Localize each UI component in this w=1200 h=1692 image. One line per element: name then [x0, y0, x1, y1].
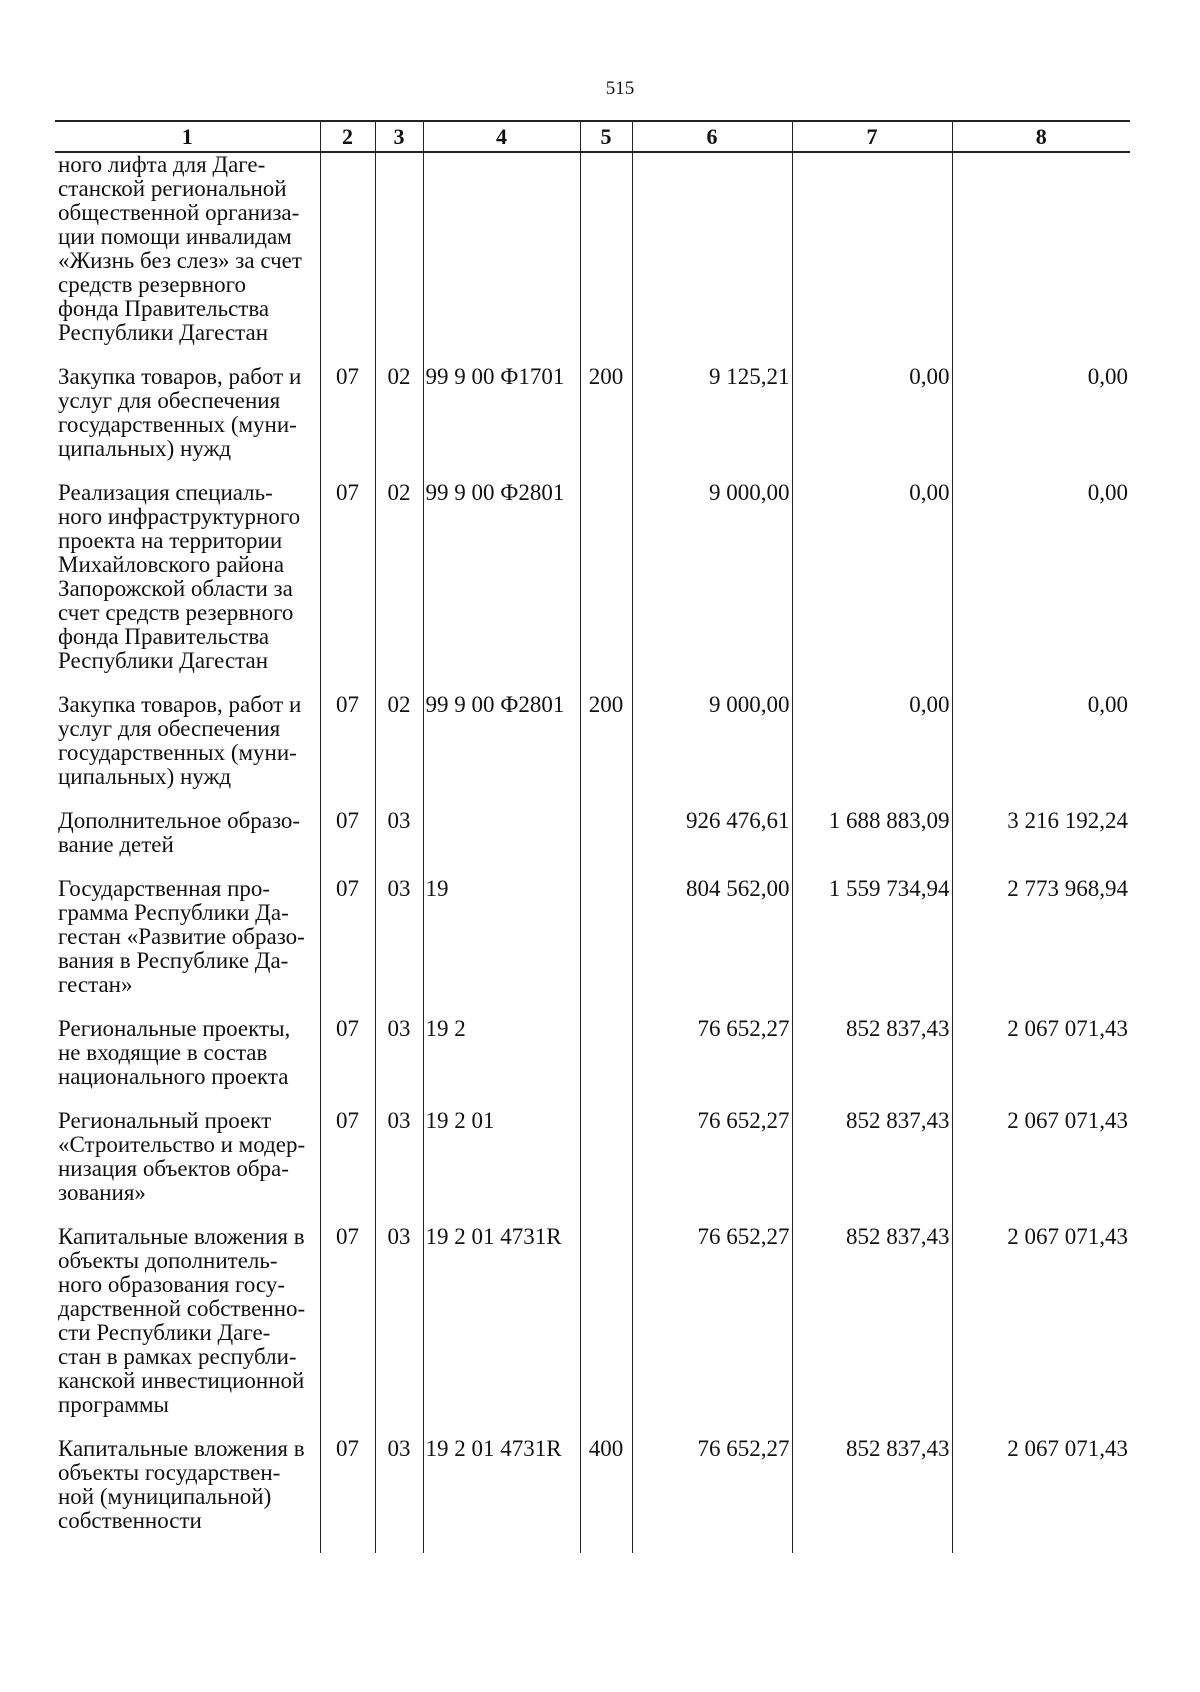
row-expense-type — [580, 809, 632, 857]
row-amount-year-2: 0,00 — [792, 481, 952, 673]
row-name: Реализация специаль- ного инфраструктурного проекта на территории Михайловского района Запорожской области за счет средств резервного фонда Правительства Республики Дагестан — [55, 481, 320, 673]
spacer-cell — [423, 461, 580, 481]
row-name: Региональный проект «Строительство и модер- низация объектов обра- зования» — [55, 1109, 320, 1205]
spacer-cell — [792, 1533, 952, 1553]
row-amount-year-3 — [952, 152, 1130, 345]
table-row — [55, 809, 1130, 857]
table-row — [55, 877, 1130, 997]
row-amount-year-2: 852 837,43 — [792, 1017, 952, 1089]
spacer-cell — [55, 997, 320, 1017]
row-amount-year-2: 1 559 734,94 — [792, 877, 952, 997]
row-expense-type: 400 — [580, 1437, 632, 1533]
row-name: Капитальные вложения в объекты государствен- ной (муниципальной) собственности — [55, 1437, 320, 1533]
row-amount-year-2: 852 837,43 — [792, 1437, 952, 1533]
spacer-cell — [632, 997, 792, 1017]
row-spacer — [55, 1089, 1130, 1109]
spacer-cell — [55, 789, 320, 809]
table-body — [55, 152, 1130, 1553]
table-row — [55, 1017, 1130, 1089]
spacer-cell — [952, 789, 1130, 809]
spacer-cell — [375, 857, 423, 877]
row-section-code: 07 — [320, 1109, 375, 1205]
header-col-8: 8 — [952, 121, 1130, 152]
header-col-4: 4 — [423, 121, 580, 152]
row-name: Государственная про- грамма Республики Да- гестан «Развитие образо- вания в Республике Да- гестан» — [55, 877, 320, 997]
spacer-cell — [375, 1089, 423, 1109]
spacer-cell — [952, 345, 1130, 365]
row-amount-year-3: 0,00 — [952, 693, 1130, 789]
header-col-2: 2 — [320, 121, 375, 152]
spacer-cell — [55, 1089, 320, 1109]
row-subsection-code: 03 — [375, 809, 423, 857]
spacer-cell — [320, 1205, 375, 1225]
row-section-code: 07 — [320, 693, 375, 789]
spacer-cell — [55, 857, 320, 877]
row-subsection-code: 02 — [375, 693, 423, 789]
row-name: Закупка товаров, работ и услуг для обеспечения государственных (муни- ципальных) нужд — [55, 693, 320, 789]
spacer-cell — [320, 1533, 375, 1553]
spacer-cell — [952, 997, 1130, 1017]
spacer-cell — [792, 673, 952, 693]
row-spacer — [55, 1417, 1130, 1437]
spacer-cell — [632, 1533, 792, 1553]
row-target-article: 19 2 — [423, 1017, 580, 1089]
spacer-cell — [792, 1417, 952, 1437]
row-subsection-code: 03 — [375, 1017, 423, 1089]
spacer-cell — [423, 789, 580, 809]
spacer-cell — [632, 461, 792, 481]
spacer-cell — [792, 461, 952, 481]
row-amount-year-1: 926 476,61 — [632, 809, 792, 857]
spacer-cell — [632, 857, 792, 877]
spacer-cell — [632, 1205, 792, 1225]
spacer-cell — [423, 345, 580, 365]
row-spacer — [55, 789, 1130, 809]
table-row — [55, 1109, 1130, 1205]
row-target-article: 19 2 01 4731R — [423, 1437, 580, 1533]
table-row — [55, 365, 1130, 461]
row-section-code: 07 — [320, 365, 375, 461]
row-section-code: 07 — [320, 877, 375, 997]
spacer-cell — [952, 1417, 1130, 1437]
row-amount-year-2: 852 837,43 — [792, 1109, 952, 1205]
spacer-cell — [375, 461, 423, 481]
row-amount-year-3: 2 773 968,94 — [952, 877, 1130, 997]
row-amount-year-1: 9 125,21 — [632, 365, 792, 461]
row-amount-year-2 — [792, 152, 952, 345]
row-amount-year-3: 0,00 — [952, 481, 1130, 673]
row-spacer — [55, 1533, 1130, 1553]
row-expense-type — [580, 1109, 632, 1205]
row-section-code: 07 — [320, 1225, 375, 1417]
row-target-article: 19 — [423, 877, 580, 997]
row-subsection-code: 03 — [375, 1109, 423, 1205]
spacer-cell — [632, 1417, 792, 1437]
row-spacer — [55, 857, 1130, 877]
spacer-cell — [55, 1205, 320, 1225]
row-amount-year-1: 76 652,27 — [632, 1017, 792, 1089]
header-col-6: 6 — [632, 121, 792, 152]
spacer-cell — [632, 1089, 792, 1109]
row-subsection-code: 03 — [375, 1437, 423, 1533]
spacer-cell — [632, 789, 792, 809]
row-name: Региональные проекты, не входящие в состав национального проекта — [55, 1017, 320, 1089]
row-amount-year-3: 2 067 071,43 — [952, 1017, 1130, 1089]
row-amount-year-1: 9 000,00 — [632, 693, 792, 789]
spacer-cell — [423, 1089, 580, 1109]
row-amount-year-1: 76 652,27 — [632, 1225, 792, 1417]
row-spacer — [55, 673, 1130, 693]
spacer-cell — [320, 997, 375, 1017]
row-spacer — [55, 345, 1130, 365]
spacer-cell — [423, 1417, 580, 1437]
spacer-cell — [375, 1417, 423, 1437]
row-subsection-code: 03 — [375, 1225, 423, 1417]
spacer-cell — [580, 789, 632, 809]
spacer-cell — [632, 673, 792, 693]
spacer-cell — [423, 673, 580, 693]
spacer-cell — [320, 857, 375, 877]
row-section-code: 07 — [320, 809, 375, 857]
budget-table-container — [55, 120, 1130, 1578]
spacer-cell — [320, 345, 375, 365]
budget-table — [55, 120, 1130, 1553]
spacer-cell — [792, 1089, 952, 1109]
spacer-cell — [792, 789, 952, 809]
row-target-article: 19 2 01 — [423, 1109, 580, 1205]
row-amount-year-3: 2 067 071,43 — [952, 1225, 1130, 1417]
table-row — [55, 1225, 1130, 1417]
spacer-cell — [792, 997, 952, 1017]
row-expense-type: 200 — [580, 693, 632, 789]
row-amount-year-1: 76 652,27 — [632, 1109, 792, 1205]
header-col-3: 3 — [375, 121, 423, 152]
spacer-cell — [792, 345, 952, 365]
spacer-cell — [952, 857, 1130, 877]
spacer-cell — [580, 345, 632, 365]
page-number: 515 — [605, 78, 635, 99]
row-target-article — [423, 152, 580, 345]
table-row — [55, 481, 1130, 673]
spacer-cell — [792, 1205, 952, 1225]
spacer-cell — [375, 789, 423, 809]
spacer-cell — [320, 673, 375, 693]
row-amount-year-2: 1 688 883,09 — [792, 809, 952, 857]
spacer-cell — [55, 461, 320, 481]
row-expense-type — [580, 877, 632, 997]
row-amount-year-2: 852 837,43 — [792, 1225, 952, 1417]
spacer-cell — [320, 1417, 375, 1437]
row-amount-year-3: 2 067 071,43 — [952, 1109, 1130, 1205]
row-name: Капитальные вложения в объекты дополнитель- ного образования госу- дарственной собственно- сти Республики Даге- стан в рамках республи- канской инвестиционной программы — [55, 1225, 320, 1417]
row-amount-year-1 — [632, 152, 792, 345]
spacer-cell — [423, 857, 580, 877]
spacer-cell — [952, 1533, 1130, 1553]
spacer-cell — [55, 1417, 320, 1437]
header-col-1: 1 — [55, 121, 320, 152]
spacer-cell — [792, 857, 952, 877]
row-section-code: 07 — [320, 481, 375, 673]
row-target-article: 99 9 00 Ф2801 — [423, 481, 580, 673]
row-subsection-code: 02 — [375, 365, 423, 461]
header-row — [55, 121, 1130, 152]
row-expense-type — [580, 481, 632, 673]
spacer-cell — [55, 673, 320, 693]
row-target-article: 99 9 00 Ф2801 — [423, 693, 580, 789]
spacer-cell — [55, 1533, 320, 1553]
spacer-cell — [375, 997, 423, 1017]
spacer-cell — [320, 461, 375, 481]
row-subsection-code — [375, 152, 423, 345]
spacer-cell — [580, 461, 632, 481]
table-row — [55, 152, 1130, 345]
spacer-cell — [580, 857, 632, 877]
spacer-cell — [952, 1089, 1130, 1109]
spacer-cell — [952, 461, 1130, 481]
row-spacer — [55, 1205, 1130, 1225]
table-row — [55, 693, 1130, 789]
row-amount-year-3: 3 216 192,24 — [952, 809, 1130, 857]
table-row — [55, 1437, 1130, 1533]
spacer-cell — [952, 673, 1130, 693]
spacer-cell — [580, 1089, 632, 1109]
spacer-cell — [375, 1533, 423, 1553]
row-target-article: 99 9 00 Ф1701 — [423, 365, 580, 461]
spacer-cell — [423, 1205, 580, 1225]
row-spacer — [55, 997, 1130, 1017]
row-subsection-code: 02 — [375, 481, 423, 673]
row-amount-year-3: 2 067 071,43 — [952, 1437, 1130, 1533]
spacer-cell — [375, 1205, 423, 1225]
row-section-code: 07 — [320, 1017, 375, 1089]
spacer-cell — [580, 997, 632, 1017]
spacer-cell — [423, 1533, 580, 1553]
row-section-code: 07 — [320, 1437, 375, 1533]
row-expense-type — [580, 152, 632, 345]
row-target-article — [423, 809, 580, 857]
spacer-cell — [320, 789, 375, 809]
row-section-code — [320, 152, 375, 345]
row-expense-type: 200 — [580, 365, 632, 461]
row-target-article: 19 2 01 4731R — [423, 1225, 580, 1417]
spacer-cell — [632, 345, 792, 365]
row-expense-type — [580, 1017, 632, 1089]
spacer-cell — [580, 1533, 632, 1553]
row-amount-year-3: 0,00 — [952, 365, 1130, 461]
row-name: Закупка товаров, работ и услуг для обеспечения государственных (муни- ципальных) нужд — [55, 365, 320, 461]
row-spacer — [55, 461, 1130, 481]
spacer-cell — [580, 673, 632, 693]
spacer-cell — [580, 1205, 632, 1225]
header-col-5: 5 — [580, 121, 632, 152]
spacer-cell — [55, 345, 320, 365]
spacer-cell — [423, 997, 580, 1017]
row-amount-year-2: 0,00 — [792, 365, 952, 461]
spacer-cell — [580, 1417, 632, 1437]
row-name: Дополнительное образо- вание детей — [55, 809, 320, 857]
row-amount-year-1: 9 000,00 — [632, 481, 792, 673]
spacer-cell — [952, 1205, 1130, 1225]
header-col-7: 7 — [792, 121, 952, 152]
row-subsection-code: 03 — [375, 877, 423, 997]
row-amount-year-1: 76 652,27 — [632, 1437, 792, 1533]
spacer-cell — [375, 673, 423, 693]
row-amount-year-1: 804 562,00 — [632, 877, 792, 997]
row-name: ного лифта для Даге- станской региональной общественной организа- ции помощи инвалидам «Жизнь без слез» за счет средств резервного фонда Правительства Республики Дагестан — [55, 152, 320, 345]
spacer-cell — [375, 345, 423, 365]
row-expense-type — [580, 1225, 632, 1417]
row-amount-year-2: 0,00 — [792, 693, 952, 789]
spacer-cell — [320, 1089, 375, 1109]
